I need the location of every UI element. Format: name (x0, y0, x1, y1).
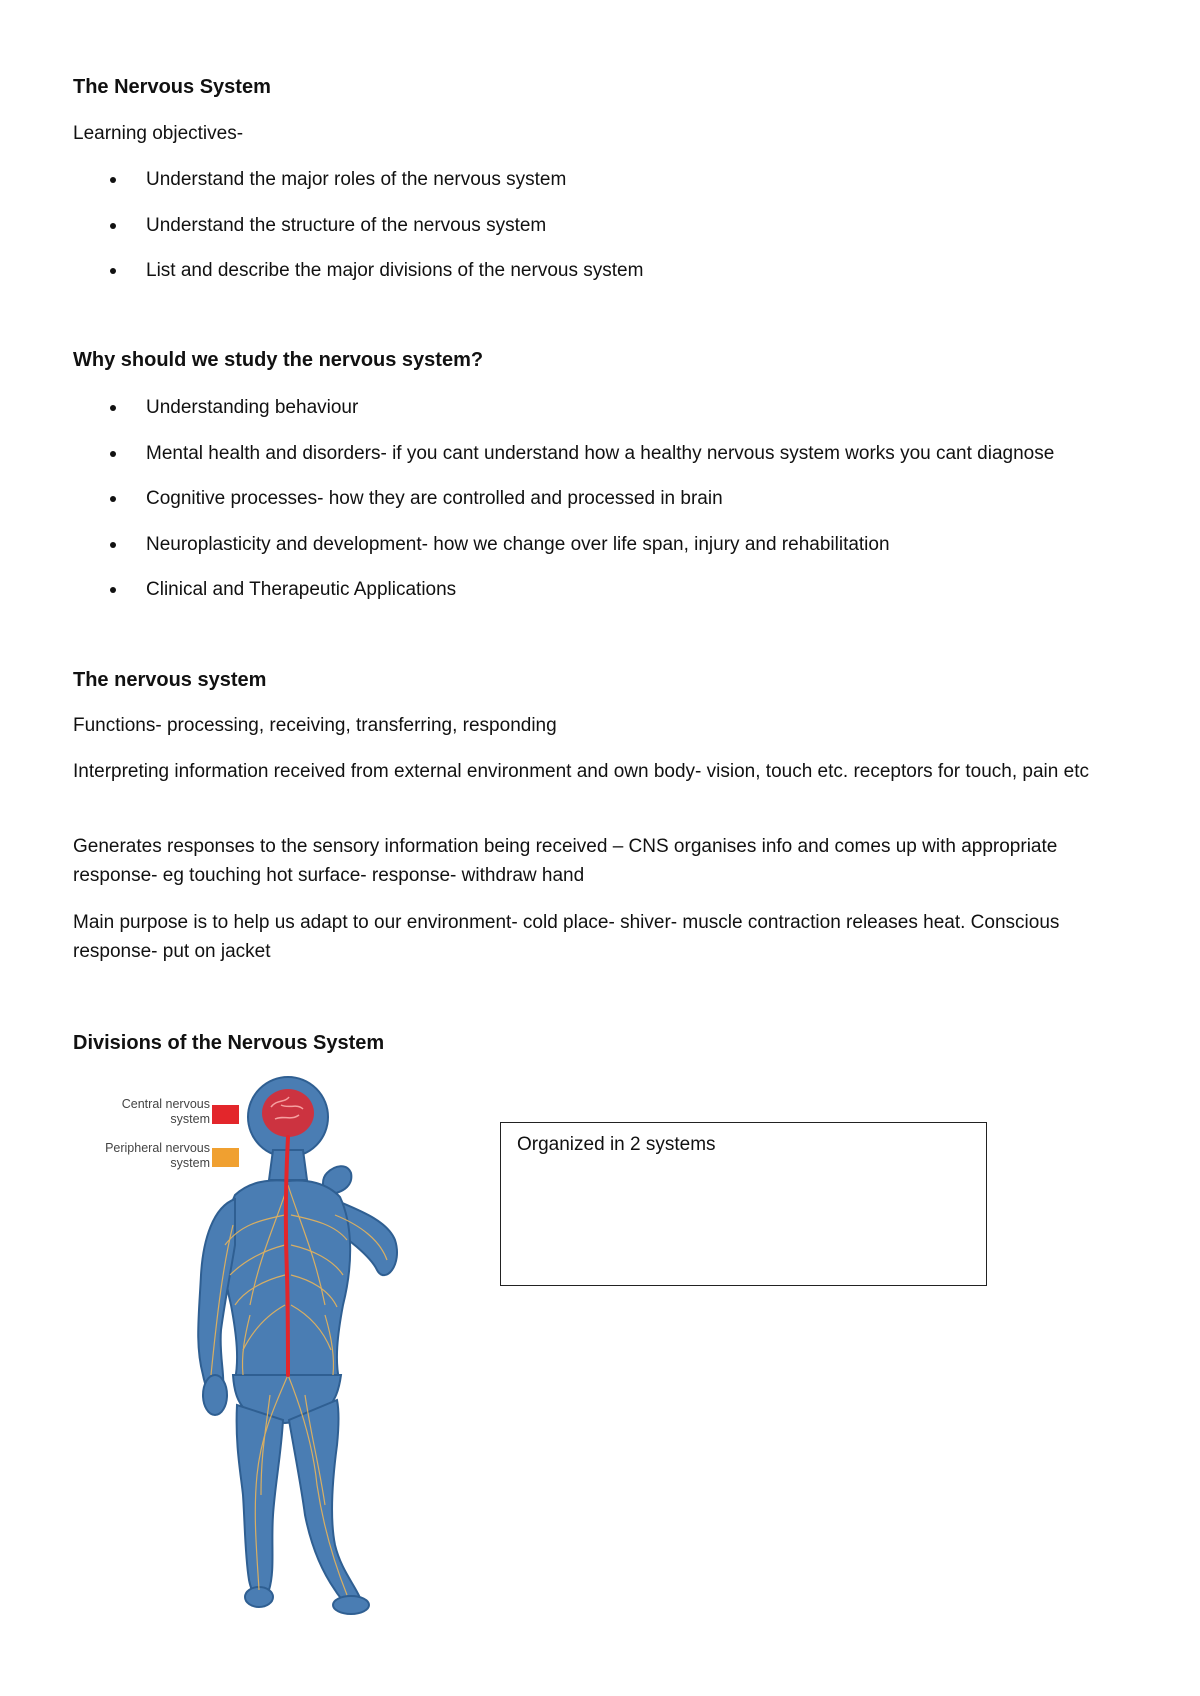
nervous-paragraph-purpose: Main purpose is to help us adapt to our environment- cold place- shiver- muscle contraction releases heat. Conscious response- put on jacket (73, 912, 1060, 962)
nervous-system-figure (85, 1075, 425, 1620)
bullet-icon (110, 587, 116, 593)
bullet-icon (110, 177, 116, 183)
bullet-icon (110, 405, 116, 411)
nervous-paragraph-functions: Functions- processing, receiving, transferring, responding (73, 715, 557, 736)
bullet-icon (110, 496, 116, 502)
list-item: Mental health and disorders- if you cant understand how a healthy nervous system works you cant diagnose (0, 442, 1200, 488)
list-item: List and describe the major divisions of the nervous system (0, 259, 1200, 305)
bullet-icon (110, 223, 116, 229)
page-title: The Nervous System (73, 76, 271, 98)
objectives-list (0, 168, 1200, 305)
objectives-label: Learning objectives- (73, 123, 244, 144)
organized-systems-box (500, 1122, 987, 1286)
bullet-icon (110, 451, 116, 457)
nervous-paragraph-responses: Generates responses to the sensory information being received – CNS organises info and comes up with appropriate response- eg touching hot surface- response- withdraw hand (73, 836, 1058, 886)
human-body-icon (85, 1075, 425, 1620)
list-item: Understand the structure of the nervous system (0, 214, 1200, 260)
why-list (0, 396, 1200, 624)
list-item: Understand the major roles of the nervous system (0, 168, 1200, 214)
nervous-system-heading: The nervous system (73, 669, 267, 691)
list-item: Cognitive processes- how they are controlled and processed in brain (0, 487, 1200, 533)
legend-label-cns: Central nervous system (121, 1097, 210, 1126)
list-item: Neuroplasticity and development- how we change over life span, injury and rehabilitation (0, 533, 1200, 579)
divisions-heading: Divisions of the Nervous System (73, 1032, 385, 1054)
legend-label-pns: Peripheral nervous system (105, 1141, 210, 1170)
why-heading: Why should we study the nervous system? (73, 349, 484, 371)
list-item: Understanding behaviour (0, 396, 1200, 442)
list-item: Clinical and Therapeutic Applications (0, 578, 1200, 624)
organized-systems-text: Organized in 2 systems (517, 1134, 716, 1155)
bullet-icon (110, 268, 116, 274)
nervous-paragraph-interpreting: Interpreting information received from external environment and own body- vision, touch etc. receptors for touch, pain etc (73, 761, 1089, 782)
bullet-icon (110, 542, 116, 548)
